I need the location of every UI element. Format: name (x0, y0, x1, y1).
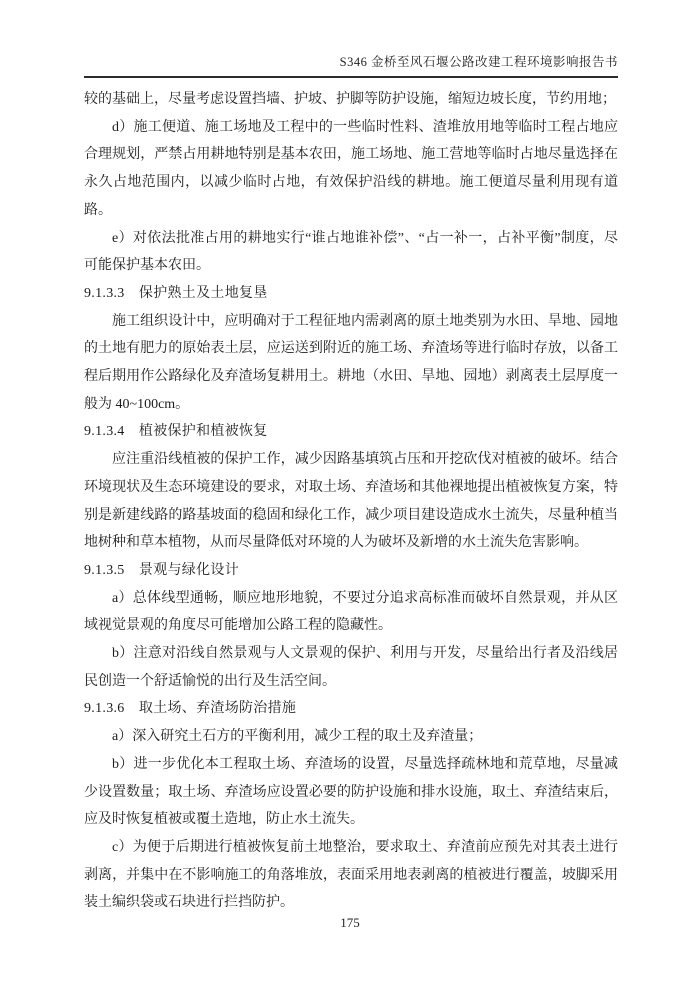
paragraph-borrow-a: a）深入研究土石方的平衡利用，减少工程的取土及弃渣量； (112, 729, 483, 745)
continued-paragraph: 较的基础上，尽量考虑设置挡墙、护坡、护脚等防护设施，缩短边坡长度，节约用地； (84, 92, 616, 107)
section-heading-9-1-3-6: 9.1.3.6 取土场、弃渣场防治措施 (84, 701, 297, 717)
paragraph-borrow-b: b）进一步优化本工程取土场、弃渣场的设置，尽量选择疏林地和荒草地，尽量减少设置数量；取土场、弃渣场应设置必要的防护设施和排水设施，取土、弃渣结束后，应及时恢复植被或覆土造地，防止水土流失。 (84, 756, 618, 828)
paragraph-landscape-a: a）总体线型通畅，顺应地形地貌，不要过分追求高标准而破坏自然景观，并从区域视觉景观的角度尽可能增加公路工程的隐藏性。 (84, 590, 618, 634)
paragraph-landscape-b: b）注意对沿线自然景观与人文景观的保护、利用与开发，尽量给出行者及沿线居民创造一个舒适愉悦的出行及生活空间。 (84, 646, 618, 689)
paragraph-item-d: d）施工便道、施工场地及工程中的一些临时性料、渣堆放用地等临时工程占地应合理规划，严禁占用耕地特别是基本农田，施工场地、施工营地等临时占地尽量选择在永久占地范围内，以减少临时占地，有效保护沿线的耕地。施工便道尽量利用现有道路。 (84, 119, 618, 218)
section-heading-9-1-3-3: 9.1.3.3 保护熟土及土地复垦 (84, 285, 268, 301)
document-body (84, 86, 618, 917)
paragraph-vegetation: 应注重沿线植被的保护工作，减少因路基填筑占压和开挖砍伐对植被的破坏。结合环境现状及生态环境建设的要求，对取土场、弃渣场和其他裸地提出植被恢复方案，特别是新建线路的路基坡面的稳固和绿化工作，减少项目建设造成水土流失，尽量种植当地树种和草本植物，从而尽量降低对环境的人为破坏及新增的水土流失危害影响。 (84, 452, 618, 551)
paragraph-topsoil: 施工组织设计中，应明确对于工程征地内需剥离的原土地类别为水田、旱地、园地的土地有肥力的原始表土层，应运送到附近的施工场、弃渣场等进行临时存放，以备工程后期用作公路绿化及弃渣场复耕用土。耕地（水田、旱地、园地）剥离表土层厚度一般为 40~100cm。 (84, 313, 618, 412)
paragraph-item-e: e）对依法批准占用的耕地实行“谁占地谁补偿”、“占一补一，占补平衡”制度，尽可能保护基本农田。 (84, 230, 618, 274)
section-heading-9-1-3-4: 9.1.3.4 植被保护和植被恢复 (84, 424, 268, 440)
section-heading-9-1-3-5: 9.1.3.5 景观与绿化设计 (84, 562, 239, 578)
paragraph-borrow-c: c）为便于后期进行植被恢复前土地整治，要求取土、弃渣前应预先对其表土进行剥离，并集中在不影响施工的角落堆放，表面采用地表剥离的植被进行覆盖，坡脚采用装土编织袋或石块进行拦挡防护。 (84, 839, 618, 911)
running-header-title: S346 金桥至风石堰公路改建工程环境影响报告书 (84, 54, 618, 78)
page-number: 175 (340, 915, 360, 930)
